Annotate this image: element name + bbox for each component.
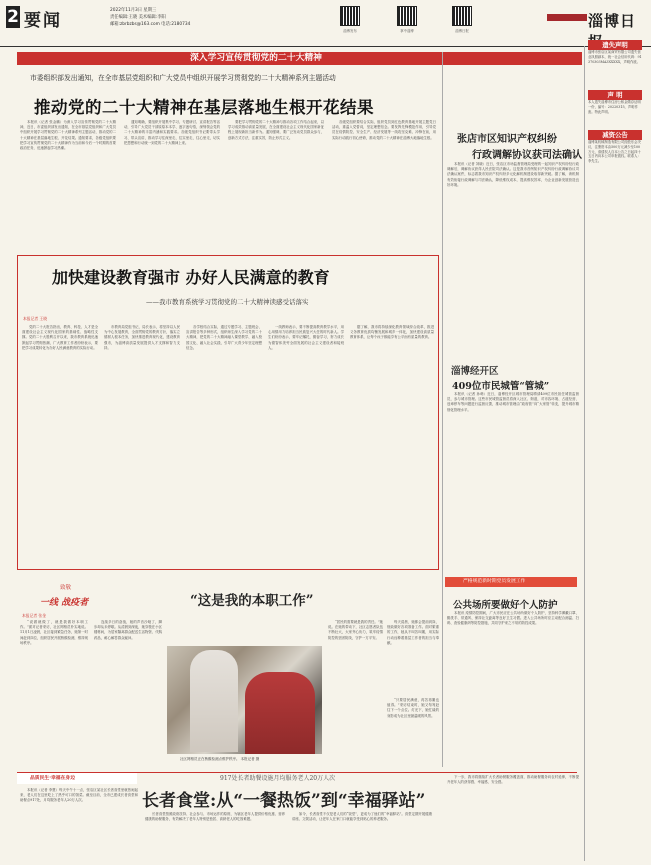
feature-column-4: 一线教师表示，要不断提高教育教学水平，用心用情用力培养担当民族复兴大任的时代新人。学生们纷纷表示，要牢记嘱托，勤奋学习，努力成长为德智体美劳全面发展的社会主义建设者和接班人。 xyxy=(268,325,344,350)
lead-subheadline: 市委组织部发出通知，在全市基层党组织和广大党员中组织开展学习贯彻党的二十大精神系列主题活动 xyxy=(30,74,336,82)
story-band-tag-2: 一线 战疫者 xyxy=(40,598,89,608)
notice-sidebar xyxy=(588,40,648,860)
lead-column-2: 通知明确，要组织开展集中学习、专题研讨、宣讲报告等活动，引导广大党员干部原原本本学、逐字逐句悟，深刻领会党的二十大精神的丰富内涵和实践要求。各级党组织书记要带头学习、带头宣讲，推动学习往深里走、往实里走、往心里走，切实把思想和行动统一到党的二十大精神上来。 xyxy=(124,120,220,145)
qr-label-2: 掌中淄博 xyxy=(400,29,414,33)
qr-label-1: 淄博发布 xyxy=(343,29,357,33)
feature-column-2: 市教育局党组书记、局长表示，将坚持以人民为中心发展教育，全面贯彻党的教育方针，落实立德树人根本任务，加快推进教育现代化，建设教育强市，为淄博高质量发展提供人才支撑和智力支持。 xyxy=(104,325,180,350)
feature-column-5: 据了解，我市将持续深化教育领域综合改革，推进义务教育优质均衡发展和城乡一体化，加快建设高质量教育体系，让每个孩子都能享有公平而有质量的教育。 xyxy=(350,325,434,340)
bottom-topic-tag-text: 品质民生·幸福在身边 xyxy=(30,776,75,781)
photo-figure-worker xyxy=(245,672,315,754)
lead-column-4: 各级党组织要结合实际，组织党员到红色教育基地开展主题党日活动，重温入党誓词，坚定理想信念。要发挥先锋模范作用，引导党员在疫情防控、安全生产、经济发展等一线攻坚克难、冲锋在前，用实际行动践行初心使命，推动党的二十大精神在淄博大地落地生根。 xyxy=(332,120,436,140)
bottom-column-4: 下一步，我市将继续扩大长者助餐服务覆盖面，推动助餐服务向农村延伸，不断提升老年人的获得感、幸福感、安全感。 xyxy=(447,775,579,785)
right-article-2: 本报讯（记者 孙萌）近日，淄博经开区城市管理局聘请409位市民担任城管监督员，参与城市管理。这些市民城管监督员将深入社区、街道，对市容环境、占道经营、违章停车等问题进行监督反馈，推动城市管理由“政府管”向“大家管”转变，提升城市精细化管理水平。 xyxy=(447,392,579,412)
contact-line: 邮箱:zbrbzbs@163.com 电话:2180734 xyxy=(110,22,191,27)
bottom-column-1: 本报讯（记者 李慧）每天中午十一点，张店区某社区长者食堂里就热闹起来，老人们在这里吃上了热乎可口的饭菜。截至目前，全市已建成长者食堂和助餐点917处，月均服务老年人20万人次。 xyxy=(20,788,138,803)
story-column-3: “居民的需要就是我的责任。”她说。在她的带动下，社区志愿者队伍不断壮大，大家齐心协力，筑牢疫情防控的坚固防线，守护一方平安。 xyxy=(328,620,383,640)
sidebar-text-1: 淄博市张店区某商贸有限公司遗失营业执照副本，统一社会信用代码：91370303MA3XXXXX，声明作废。 xyxy=(588,50,642,64)
sidebar-text-2: 本人遗失淄博市住房公积金缴存证明一份，编号：20220315，声明作废。特此声明。 xyxy=(588,100,641,114)
sidebar-heading-3: 减资公告 xyxy=(588,130,642,140)
right-article-1: 本报讯（记者 刘晓）近日，张店区市场监督管理局受理的一起知识产权纠纷经行政调解后，调解协议获得人民法院司法确认。这是我市首例知识产权纠纷行政调解协议司法确认案件，标志着我市知识产权纠纷多元化解机制建设取得新突破。据了解，该机制有效衔接行政调解与司法确认，降低维权成本，提高维权效率，为企业创新发展营造良好环境。 xyxy=(447,162,579,187)
story-band-tag-1: 致敬 xyxy=(60,585,72,591)
right-article-3: 本报讯 疫情防控期间，广大市民应在公共场所做好个人防护，坚持科学佩戴口罩、勤洗手、常通风、保持社交距离等良好卫生习惯。进入公共场所时应主动配合测温、扫码、查验健康码等防控措施，共同守护来之不易的防控成果。 xyxy=(447,611,579,626)
photo-figure-volunteer xyxy=(190,650,238,752)
sidebar-heading-1: 遗失声明 xyxy=(588,40,642,50)
sidebar-heading-2: 声 明 xyxy=(588,90,642,100)
column-divider xyxy=(442,52,443,767)
feature-byline: 本报记者 王晓 xyxy=(23,316,47,321)
lead-headline[interactable]: 推动党的二十大精神在基层落地生根开花结果 xyxy=(34,98,374,117)
story-byline: 本报记者 张金 xyxy=(22,613,46,618)
feature-column-1: 党的二十大报告指出，教育、科技、人才是全面建设社会主义现代化国家的基础性、战略性支撑。党的二十大胜利召开以来，我市教育系统迅速掀起学习贯彻热潮，广大教育工作者纷纷表示，要把学习成果转化为办好人民满意教育的实际行动。 xyxy=(22,325,98,350)
newspaper-logo: 淄博日 xyxy=(588,12,637,30)
sidebar-divider xyxy=(584,46,585,861)
right-topic-tag-text: 严格规范新时期党员发展工作 xyxy=(463,579,526,584)
bottom-column-3: 如今，长者食堂不仅是老人们的“饭堂”，更成为了他们的“幸福驿站”。食堂定期开展健康讲座、文娱活动，让老年人在家门口就能享受到贴心的养老服务。 xyxy=(292,812,432,822)
right-headline-2b[interactable]: 409位市民城管“管城” xyxy=(452,381,550,392)
logo-accent-bar xyxy=(547,14,587,21)
qr-code-1[interactable] xyxy=(340,6,360,26)
edition-date: 2022年11月3日 星期三 xyxy=(110,8,157,13)
right-headline-1a[interactable]: 张店市区知识产权纠纷 xyxy=(457,134,557,145)
masthead xyxy=(0,0,651,47)
qr-code-2[interactable] xyxy=(397,6,417,26)
feature-column-3: 各学校结合实际，通过专题学习、主题班会、宣讲报告等多种形式，组织师生深入学习党的二十大精神，把党的二十大精神融入课堂教学、融入校园文化、融入社会实践，引导广大青少年坚定理想信念。 xyxy=(186,325,262,350)
bottom-headline[interactable]: 长者食堂:从“一餐热饭”到“幸福驿站” xyxy=(142,791,426,811)
story-headline[interactable]: “这是我的本职工作” xyxy=(190,593,314,609)
right-headline-3[interactable]: 公共场所要做好个人防护 xyxy=(453,600,558,611)
lead-column-1: 本报讯（记者 张金鹏）为深入学习宣传贯彻党的二十大精神，近日，市委组织部发出通知，在全市基层党组织和广大党员中组织开展学习贯彻党的二十大精神系列主题活动，推动党的二十大精神在基层落地生根、开花结果。通知要求，各级党组织要把学习宣传贯彻党的二十大精神作为当前和今后一个时期的首要政治任务，迅速掀起学习热潮。 xyxy=(20,120,116,151)
right-headline-1b[interactable]: 行政调解协议获司法确认 xyxy=(472,150,582,161)
story-column-1: “说做就做了，就是我做好本职工作。”面对记者采访，社区网格员朴实地说。11月1日凌晨，社区接到紧急任务，她第一时间赶到岗位，组织居民开展核酸检测，维持现场秩序。 xyxy=(20,620,88,645)
right-headline-2a[interactable]: 淄博经开区 xyxy=(451,366,499,377)
feature-subheadline: ——我市教育系统学习贯彻党的二十大精神读感受话落实 xyxy=(146,298,309,306)
qr-label-3: 淄博日报 xyxy=(455,29,469,33)
story-column-5: “只要居民满意，再苦再累也值得。”采访结束时，她又匆匆赶往下一个点位。灯光下，她忙碌的身影成为社区里最温暖的风景。 xyxy=(387,698,439,718)
sidebar-text-3: 淄博某机械制造有限公司经股东会决议，注册资本由500万元减少至100万元，请债权人自本公告之日起四十五日内向本公司申报债权。联系人：李先生。 xyxy=(588,140,641,164)
topic-banner-text: 深入学习宣传贯彻党的二十大精神 xyxy=(190,53,322,63)
editor-line: 责任编辑:王晓 美术编辑:李阳 xyxy=(110,15,166,20)
photo-caption: 社区网格员正在核酸检测点维护秩序。 本报记者 摄 xyxy=(180,757,260,761)
qr-code-3[interactable] xyxy=(452,6,472,26)
bottom-column-2: 长者食堂按照政府扶持、社会参与、市场运作的原则，为辖区老年人提供价格优惠、营养健康的助餐服务，有效解决了老年人特别是独居、高龄老人的吃饭难题。 xyxy=(145,812,285,822)
story-column-4: 每天清晨，她都会提前到岗，细致做好各项准备工作。面对繁重的工作，她从不叫苦叫累，用实际行动诠释着基层工作者的担当与奉献。 xyxy=(387,620,439,645)
page-number: 2 xyxy=(7,7,19,27)
bottom-subheadline: 917处长者助餐设施月均服务老人20万人次 xyxy=(220,775,336,782)
story-column-2: 连续多日的奋战，她的声音沙哑了，脚步却从未停歇。从清晨到深夜，她穿梭在小区楼栋间，为居家隔离群众配送生活物资、代购药品，耐心解答群众疑问。 xyxy=(94,620,162,640)
feature-headline[interactable]: 加快建设教育强市 办好人民满意的教育 xyxy=(52,268,330,287)
section-name: 要闻 xyxy=(24,11,62,31)
lead-column-3: 要把学习贯彻党的二十大精神与推动各项工作结合起来，以学习成效推动高质量发展，在全面建设社会主义现代化国家新征程上展现新担当新作为。通知强调，要广泛发动党员群众参与，创新方式方法，注重实效，防止形式主义。 xyxy=(228,120,324,140)
